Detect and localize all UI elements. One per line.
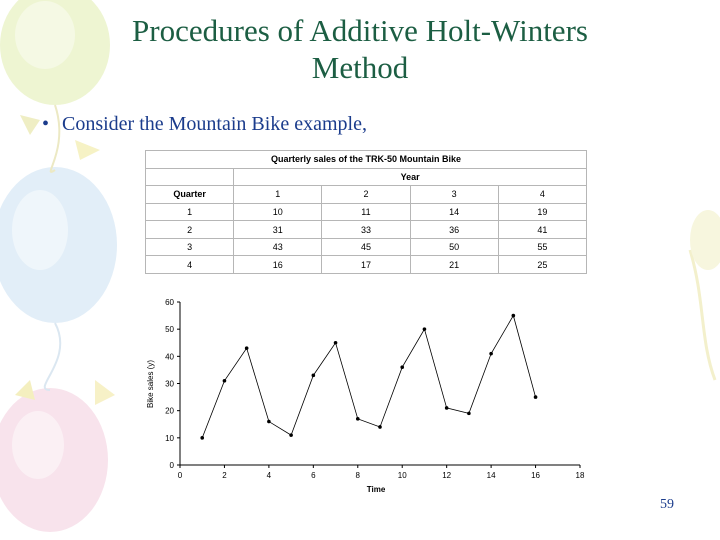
table-row	[146, 238, 587, 256]
table-value-cell: 17	[322, 256, 410, 274]
table-value-cell: 31	[234, 221, 322, 239]
table-value-cell: 33	[322, 221, 410, 239]
table-row	[146, 203, 587, 221]
sales-data-point	[245, 346, 249, 350]
table-value-cell: 50	[410, 238, 498, 256]
x-tick-label: 2	[222, 471, 227, 480]
sales-data-point	[289, 433, 293, 437]
table-empty-cell	[146, 168, 234, 186]
table-value-cell: 10	[234, 203, 322, 221]
table-year-label: 3	[410, 186, 498, 204]
x-tick-label: 10	[397, 471, 407, 480]
sales-data-point	[223, 379, 227, 383]
table-value-cell: 25	[498, 256, 586, 274]
table-value-cell: 19	[498, 203, 586, 221]
table-row	[146, 256, 587, 274]
sales-data-point	[467, 412, 471, 416]
bike-sales-line-chart	[135, 292, 595, 497]
x-tick-label: 4	[266, 471, 272, 480]
page-number: 59	[660, 497, 674, 512]
x-tick-label: 8	[355, 471, 361, 480]
y-tick-label: 40	[165, 352, 174, 362]
table-value-cell: 43	[234, 238, 322, 256]
sales-data-point	[400, 365, 404, 369]
y-tick-label: 50	[165, 325, 174, 335]
x-tick-label: 0	[177, 471, 183, 480]
sales-data-point	[423, 327, 427, 331]
table-quarter-header: Quarter	[146, 186, 234, 204]
sales-data-point	[445, 406, 449, 410]
table-value-cell: 36	[410, 221, 498, 239]
x-tick-label: 6	[311, 471, 316, 480]
table-value-cell: 14	[410, 203, 498, 221]
table-value-cell: 41	[498, 221, 586, 239]
table-year-header: Year	[234, 168, 587, 186]
y-tick-label: 10	[165, 433, 174, 443]
table-value-cell: 16	[234, 256, 322, 274]
table-quarter-cell: 2	[146, 221, 234, 239]
x-tick-label: 16	[531, 471, 541, 480]
slide-title-line-1: Procedures of Additive Holt-Winters	[132, 13, 588, 48]
x-tick-label: 12	[442, 471, 452, 480]
sales-data-point	[356, 417, 360, 421]
table-year-label: 1	[234, 186, 322, 204]
chart-x-axis-label: Time	[366, 485, 386, 494]
table-value-cell: 45	[322, 238, 410, 256]
table-row	[146, 221, 587, 239]
slide-title-line-2: Method	[311, 50, 409, 85]
table-title: Quarterly sales of the TRK-50 Mountain Bike	[146, 151, 587, 169]
y-tick-label: 60	[165, 298, 174, 307]
sales-data-point	[489, 352, 493, 356]
table-quarter-cell: 4	[146, 256, 234, 274]
bullet-dot-icon: •	[42, 113, 50, 135]
table-year-label: 2	[322, 186, 410, 204]
y-tick-label: 30	[165, 379, 174, 389]
sales-data-point	[312, 374, 316, 378]
chart-axes	[180, 302, 580, 465]
sales-data-point	[512, 314, 516, 318]
sales-table	[145, 150, 587, 274]
x-tick-label: 18	[575, 471, 585, 480]
table-value-cell: 11	[322, 203, 410, 221]
table-value-cell: 21	[410, 256, 498, 274]
sales-series-line	[202, 316, 535, 438]
bullet-text: Consider the Mountain Bike example,	[62, 113, 367, 135]
chart-y-axis-label: Bike sales (y)	[146, 359, 155, 409]
sales-data-point	[534, 395, 538, 399]
chart-ticks	[165, 298, 585, 480]
chart-series	[200, 314, 537, 440]
slide-title	[40, 12, 680, 86]
table-quarter-cell: 1	[146, 203, 234, 221]
sales-data-point	[378, 425, 382, 429]
y-tick-label: 0	[169, 461, 174, 470]
y-tick-label: 20	[165, 406, 174, 416]
bullet-item	[42, 113, 367, 136]
sales-data-point	[334, 341, 338, 345]
table-value-cell: 55	[498, 238, 586, 256]
sales-data-point	[200, 436, 204, 440]
table-quarter-cell: 3	[146, 238, 234, 256]
x-tick-label: 14	[486, 471, 496, 480]
table-year-label: 4	[498, 186, 586, 204]
sales-data-point	[267, 420, 271, 424]
